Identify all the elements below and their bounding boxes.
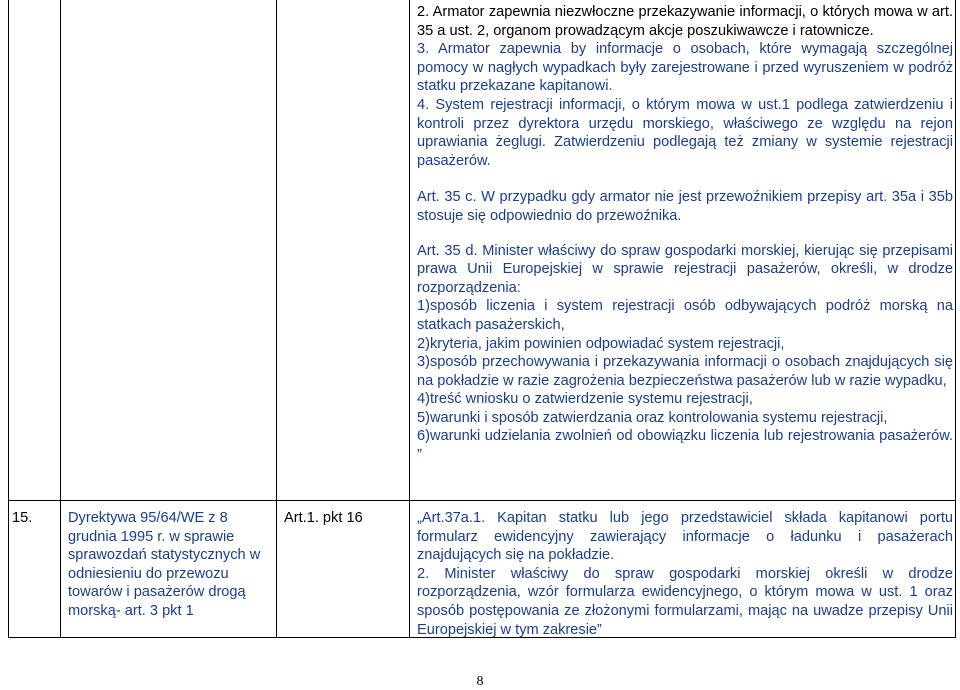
article-35d-item-4: 4)treść wniosku o zatwierdzenie systemu rejestracji, xyxy=(417,391,753,408)
article-35d-item-3: 3)sposób przechowywania i przekazywania informacji o osobach znajdujących się na pokładzie w razie zagrożenia bezpieczeństwa pasażerów lub w razie wypadku, xyxy=(417,354,953,389)
article-37a-1: „Art.37a.1. Kapitan statku lub jego przedstawiciel składa kapitanowi portu formularz ewidencyjny zawierający informacje o ładunku i pasażerach znajdujących się na pokładzie. xyxy=(417,510,953,564)
table-border-left xyxy=(8,0,9,637)
article-37a-2: 2. Minister właściwy do spraw gospodarki morskiej określi w drodze rozporządzenia, wzór formularza ewidencyjnego, o którym mowa w ust. 1 oraz sposób postępowania ze złożonymi formularzami, mając na uwadze przepisy Unii Europejskiej w tym zakresie” xyxy=(417,565,953,638)
article-35d-item-5: 5)warunki i sposób zatwierdzania oraz kontrolowania systemu rejestracji, xyxy=(417,409,888,426)
page-number: 8 xyxy=(476,674,484,689)
article-35d-intro: Art. 35 d. Minister właściwy do spraw gospodarki morskiej, kierując się przepisami prawa Unii Europejskiej w sprawie rejestracji pasażerów, określi, w drodze rozporządzenia: xyxy=(417,242,953,296)
row2-directive: Dyrektywa 95/64/WE z 8 grudnia 1995 r. w sprawie sprawozdań statystycznych w odniesieniu do przewozu towarów i pasażerów drogą morską- art. 3 pkt 1 xyxy=(68,510,261,619)
table-border-right xyxy=(955,0,956,637)
article-35d-item-2: 2)kryteria, jakim powinien odpowiadać system rejestracji, xyxy=(417,335,785,352)
table-divider-col1 xyxy=(60,0,61,637)
row2-number: 15. xyxy=(12,510,33,526)
table-divider-col3 xyxy=(409,0,410,637)
article-35d-item-6: 6)warunki udzielania zwolnień od obowiązku liczenia lub rejestrowania pasażerów. ” xyxy=(417,428,953,464)
paragraph-2: 2. Armator zapewnia niezwłoczne przekazywanie informacji, o których mowa w art. 35 a ust. 2, organom prowadzącym akcje poszukiwawcze i ratownicze. xyxy=(417,4,953,39)
paragraph-3: 3. Armator zapewnia by informacje o osobach, które wymagają szczególnej pomocy w nagłych wypadkach były zarejestrowane i przed wyruszeniem w podróż statku przekazane kapitanowi. xyxy=(417,41,953,95)
row2-legal-text xyxy=(417,509,953,639)
article-35d-item-1: 1)sposób liczenia i system rejestracji osób odbywających podróż morską na statkach pasażerskich, xyxy=(417,298,953,333)
article-35c: Art. 35 c. W przypadku gdy armator nie jest przewoźnikiem przepisy art. 35a i 35b stosuje się odpowiednio do przewoźnika. xyxy=(417,189,953,224)
row2-article-ref: Art.1. pkt 16 xyxy=(284,510,363,526)
row1-legal-text xyxy=(417,3,953,465)
paragraph-4: 4. System rejestracji informacji, o którym mowa w ust.1 podlega zatwierdzeniu i kontroli przez dyrektora urzędu morskiego, właściwego ze względu na rejon uprawiania żeglugi. Zatwierdzeniu podlegają też zmiany w systemie rejestracji pasażerów. xyxy=(417,96,953,169)
table-row-divider xyxy=(8,500,956,501)
table-divider-col2 xyxy=(276,0,277,637)
